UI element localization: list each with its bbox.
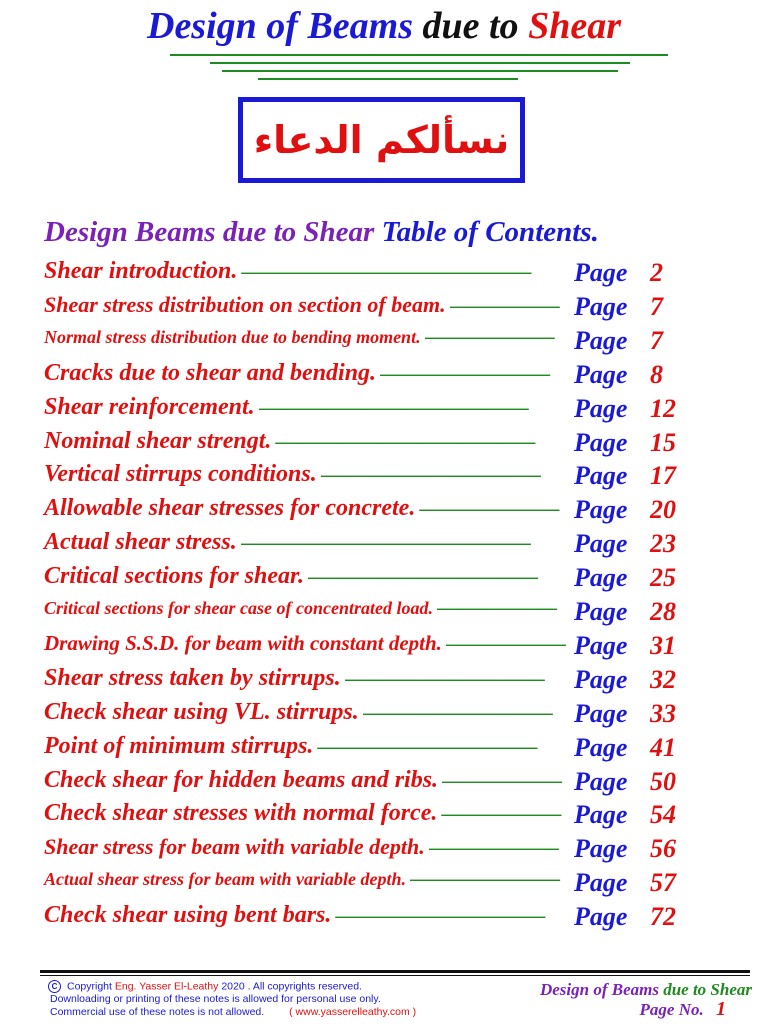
title-part-due-to: due to <box>422 5 519 47</box>
copyright-icon: C <box>48 980 61 993</box>
title-part-design-of-beams: Design of Beams <box>147 5 413 47</box>
toc-entry-leader: ‒‒‒‒‒‒‒‒‒‒‒‒‒ <box>424 325 555 348</box>
toc-entry <box>44 495 734 529</box>
toc-entry-leader: ‒‒‒‒‒‒‒‒‒‒‒‒‒‒‒‒‒‒‒‒‒‒‒ <box>308 566 539 589</box>
toc-entry-title: Check shear using bent bars. <box>44 902 332 929</box>
toc-entry <box>44 733 734 767</box>
toc-entry-page-label: Page <box>574 495 628 525</box>
toc-entry-page-label: Page <box>574 868 628 898</box>
footer-doc-title <box>490 980 752 1000</box>
toc-entry-leader: ‒‒‒‒‒‒‒‒‒‒‒‒‒‒‒‒‒‒‒‒‒‒‒‒‒‒‒‒‒ <box>240 532 531 555</box>
toc-entry-title: Nominal shear strengt. <box>44 427 272 454</box>
toc-entry-page-number: 72 <box>650 902 676 932</box>
toc-entry-page-label: Page <box>574 563 628 593</box>
toc-entry-title: Shear introduction. <box>44 258 238 284</box>
toc-entry-page-number: 15 <box>650 427 676 457</box>
toc-entry-page-label: Page <box>574 359 628 389</box>
copyright-year: 2020 <box>221 980 245 993</box>
toc-heading-label: Table of Contents. <box>381 216 599 248</box>
toc-entry-title: Check shear using VL. stirrups. <box>44 698 359 725</box>
toc-entry <box>44 258 734 292</box>
toc-entry <box>44 699 734 733</box>
toc-entry-leader: ‒‒‒‒‒‒‒‒‒‒‒‒ <box>442 769 563 792</box>
toc-entry <box>44 326 734 360</box>
toc-entry-page-number: 50 <box>650 766 676 796</box>
toc-entry-page-label: Page <box>574 427 628 457</box>
toc-entry <box>44 394 734 428</box>
toc-entry-page-label: Page <box>574 902 628 932</box>
toc-entry-page-number: 33 <box>650 698 676 728</box>
toc-entry-page-label: Page <box>574 291 628 321</box>
toc-entry-page-number: 32 <box>650 664 676 694</box>
toc-entry-page-number: 2 <box>650 258 663 287</box>
toc-entry-page-number: 20 <box>650 495 676 525</box>
toc-entry-title: Cracks due to shear and bending. <box>44 359 377 386</box>
toc-entry-leader: ‒‒‒‒‒‒‒‒‒‒‒‒‒ <box>428 837 559 860</box>
footer-page-label: Page No. <box>639 1000 704 1019</box>
toc-entry-page-number: 56 <box>650 834 676 864</box>
toc-entry-title: Actual shear stress. <box>44 529 237 556</box>
toc-entry-page-label: Page <box>574 325 628 355</box>
footer-rule-thin <box>40 975 750 976</box>
toc-entry-title: Drawing S.S.D. for beam with constant depth. <box>44 630 442 655</box>
toc-entry-title: Shear stress distribution on section of beam. <box>44 291 446 317</box>
toc-entry-page-number: 41 <box>650 732 676 762</box>
toc-entry-title: Shear stress for beam with variable depth. <box>44 834 425 860</box>
toc-entry <box>44 597 734 631</box>
toc-entry <box>44 767 734 801</box>
copyright-author: Eng. Yasser El-Leathy <box>114 980 219 993</box>
toc-entry-page-label: Page <box>574 461 628 491</box>
copyright-block <box>48 980 488 1018</box>
copyright-rights: . All copyrights reserved. <box>247 980 362 993</box>
toc-entry-page-label: Page <box>574 664 628 694</box>
footer-rule-thick <box>40 970 750 973</box>
toc-entry <box>44 529 734 563</box>
toc-entry-page-label: Page <box>574 630 628 660</box>
toc-entry <box>44 902 734 936</box>
toc-entry <box>44 563 734 597</box>
toc-entry-title: Critical sections for shear case of concentrated load. <box>44 598 433 618</box>
copyright-website: ( www.yasserelleathy.com ) <box>289 1005 417 1018</box>
footer-doc-title-part2: due to Shear <box>663 980 752 999</box>
copyright-line-3: Commercial use of these notes is not allowed. <box>50 1005 265 1018</box>
toc-entry <box>44 800 734 834</box>
toc-entry-page-number: 57 <box>650 868 676 898</box>
toc-entry-title: Shear reinforcement. <box>44 393 255 420</box>
toc-entry-leader: ‒‒‒‒‒‒‒‒‒‒‒‒‒‒‒‒‒‒‒‒‒‒ <box>317 735 538 758</box>
copyright-prefix: Copyright <box>67 980 112 993</box>
toc-entry <box>44 631 734 665</box>
toc-entry <box>44 360 734 394</box>
toc-entry-title: Actual shear stress for beam with variable depth. <box>44 869 407 890</box>
toc-entry-leader: ‒‒‒‒‒‒‒‒‒‒‒‒‒‒‒‒‒‒‒‒‒‒ <box>320 464 541 487</box>
toc-entry-page-number: 17 <box>650 461 676 491</box>
toc-entry <box>44 292 734 326</box>
toc-entry-page-number: 7 <box>650 325 663 355</box>
toc-entry <box>44 428 734 462</box>
toc-entry-page-label: Page <box>574 834 628 864</box>
toc-entry-title: Critical sections for shear. <box>44 563 305 590</box>
toc-entry-title: Allowable shear stresses for concrete. <box>44 495 416 522</box>
toc-entry-leader: ‒‒‒‒‒‒‒‒‒‒‒‒‒‒ <box>419 498 560 521</box>
title-part-shear: Shear <box>528 5 621 47</box>
toc-entry-page-number: 8 <box>650 359 663 389</box>
toc-entry-page-number: 31 <box>650 630 676 660</box>
toc-entry-page-label: Page <box>574 597 628 626</box>
toc-entry-page-number: 23 <box>650 529 676 559</box>
toc-entry-title: Check shear stresses with normal force. <box>44 800 438 827</box>
toc-entry-page-number: 54 <box>650 800 676 830</box>
toc-entry <box>44 868 734 902</box>
arabic-prayer-text: نسألكم الدعاء <box>253 118 510 162</box>
toc-entry-leader: ‒‒‒‒‒‒‒‒‒‒‒‒‒‒‒‒‒‒‒ <box>362 701 553 724</box>
toc-entry-leader: ‒‒‒‒‒‒‒‒‒‒‒‒‒‒‒‒‒‒‒‒‒‒‒‒‒‒‒ <box>258 396 529 419</box>
toc-entry-title: Check shear for hidden beams and ribs. <box>44 766 439 793</box>
toc-entry-page-label: Page <box>574 732 628 762</box>
toc-entry-leader: ‒‒‒‒‒‒‒‒‒‒‒‒ <box>441 803 562 826</box>
copyright-line-2: Downloading or printing of these notes is allowed for personal use only. <box>50 993 381 1005</box>
toc-entry <box>44 665 734 699</box>
toc-entry-leader: ‒‒‒‒‒‒‒‒‒‒‒ <box>449 294 560 317</box>
toc-entry-title: Normal stress distribution due to bending moment. <box>44 326 421 347</box>
toc-entry-leader: ‒‒‒‒‒‒‒‒‒‒‒‒‒‒‒‒‒‒‒‒‒‒‒‒‒‒ <box>275 430 536 453</box>
toc-entry <box>44 461 734 495</box>
toc-entry-leader: ‒‒‒‒‒‒‒‒‒‒‒‒‒‒‒ <box>410 868 561 891</box>
footer-doc-title-part1: Design of Beams <box>539 980 659 999</box>
toc-entry-page-label: Page <box>574 766 628 796</box>
toc-entry-page-label: Page <box>574 258 628 287</box>
toc-entry-page-number: 28 <box>650 597 676 626</box>
toc-entry-leader: ‒‒‒‒‒‒‒‒‒‒‒‒‒‒‒‒‒ <box>380 362 551 385</box>
toc-entry-leader: ‒‒‒‒‒‒‒‒‒‒‒‒‒‒‒‒‒‒‒‒‒ <box>335 905 546 928</box>
toc-entry <box>44 834 734 868</box>
toc-entry-page-label: Page <box>574 393 628 423</box>
toc-entry-page-number: 12 <box>650 393 676 423</box>
toc-entry-leader: ‒‒‒‒‒‒‒‒‒‒‒‒ <box>445 632 566 655</box>
toc-entry-page-label: Page <box>574 800 628 830</box>
toc-entry-page-number: 25 <box>650 563 676 593</box>
footer-page-number <box>490 999 726 1020</box>
footer-page-value: 1 <box>716 998 726 1020</box>
toc-entry-title: Point of minimum stirrups. <box>44 732 314 759</box>
toc-entry-page-label: Page <box>574 529 628 559</box>
toc-entry-title: Vertical stirrups conditions. <box>44 461 317 488</box>
toc-entry-page-label: Page <box>574 698 628 728</box>
toc-entry-leader: ‒‒‒‒‒‒‒‒‒‒‒‒ <box>436 597 557 619</box>
toc-heading-subject: Design Beams due to Shear <box>44 216 375 248</box>
toc-entry-leader: ‒‒‒‒‒‒‒‒‒‒‒‒‒‒‒‒‒‒‒‒ <box>344 667 545 690</box>
toc-entry-title: Shear stress taken by stirrups. <box>44 664 341 691</box>
toc-entry-leader: ‒‒‒‒‒‒‒‒‒‒‒‒‒‒‒‒‒‒‒‒‒‒‒‒‒‒‒‒‒ <box>241 261 532 283</box>
toc-entry-page-number: 7 <box>650 291 663 321</box>
